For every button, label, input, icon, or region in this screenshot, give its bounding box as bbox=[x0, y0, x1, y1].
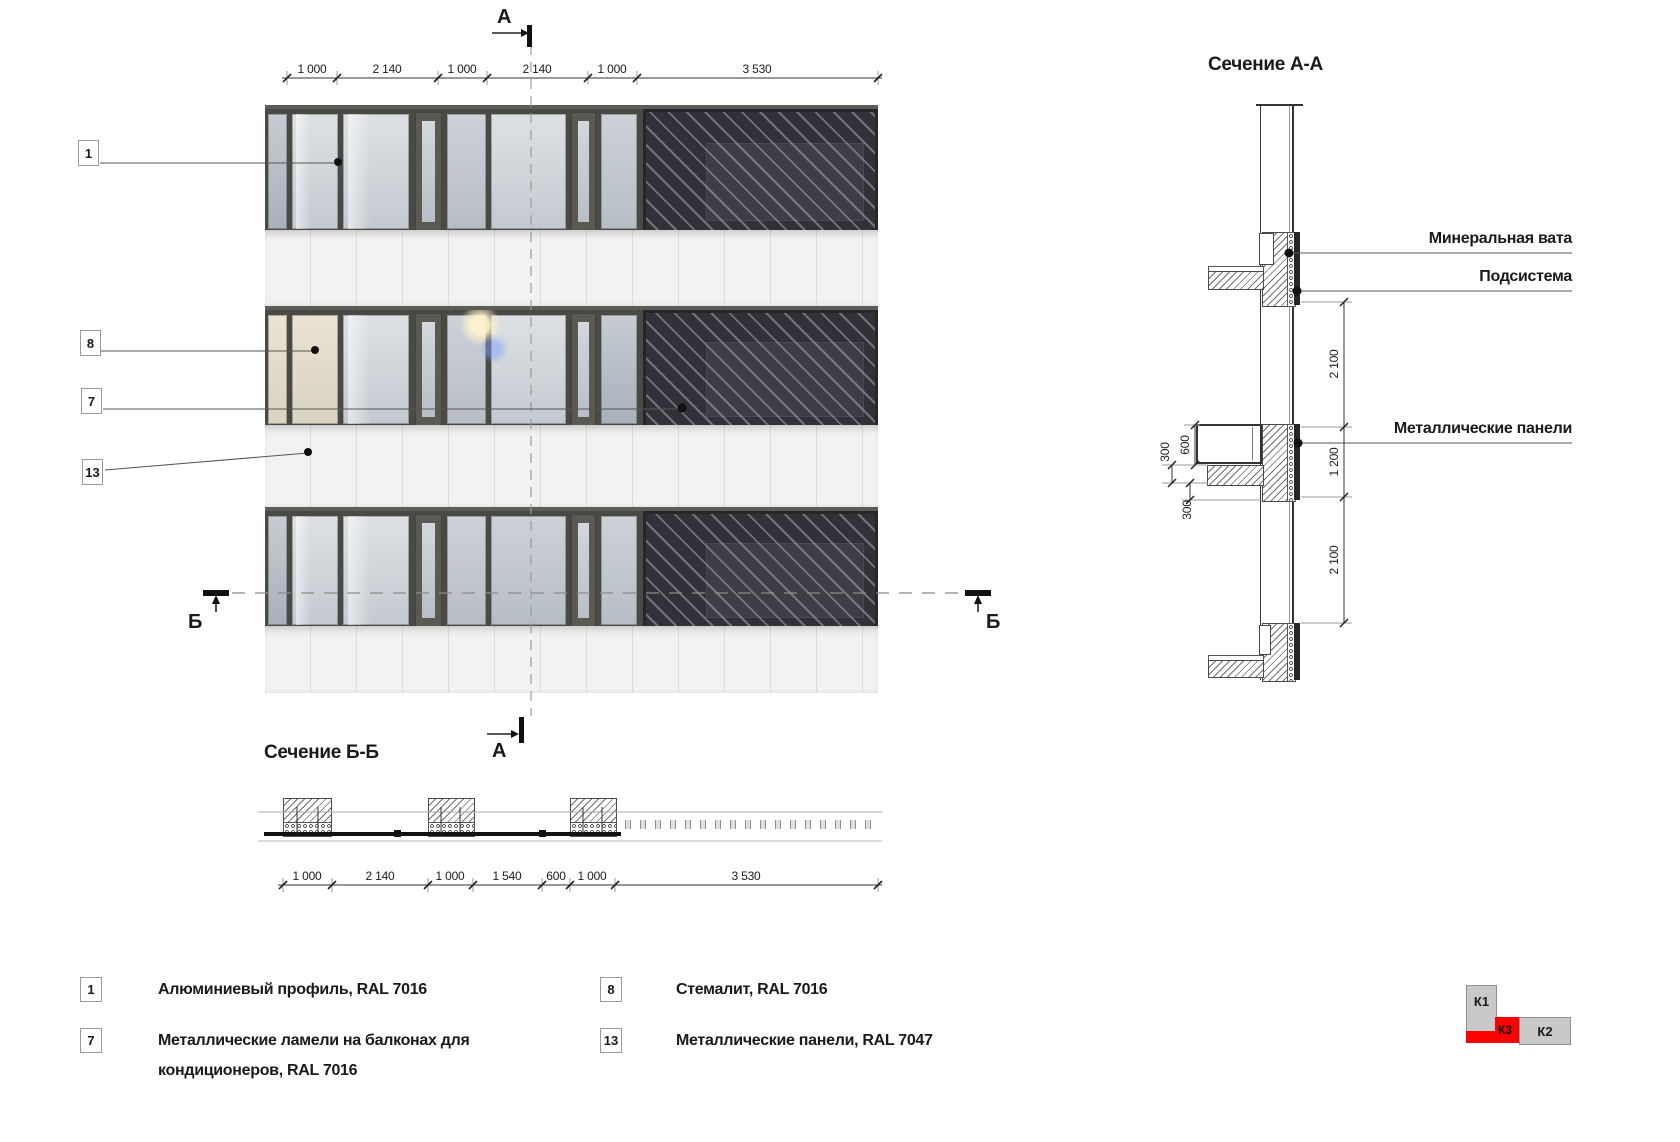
dim-label: 1 540 bbox=[492, 869, 522, 883]
callout-8: 8 bbox=[80, 330, 101, 356]
callout-13: 13 bbox=[82, 459, 103, 485]
aa-label-metal-panels: Металлические панели bbox=[1393, 420, 1572, 437]
section-aa-title: Сечение А-А bbox=[1208, 54, 1323, 75]
dim-label: 2 140 bbox=[372, 62, 402, 76]
section-marker-a-bottom: А bbox=[492, 740, 507, 762]
callout-1: 1 bbox=[78, 140, 99, 166]
section-marker-b-left: Б bbox=[188, 611, 203, 633]
dim-label: 600 bbox=[546, 869, 566, 883]
dim-label: 1 000 bbox=[297, 62, 327, 76]
legend-label-13: Металлические панели, RAL 7047 bbox=[676, 1032, 933, 1049]
dim-label: 300 bbox=[1158, 442, 1172, 462]
legend-label-7: Металлические ламели на балконах для кондиционеров, RAL 7016 bbox=[158, 1032, 470, 1079]
legend-num-13: 13 bbox=[600, 1028, 622, 1053]
dim-label: 1 200 bbox=[1327, 447, 1341, 477]
aa-label-mineral-wool: Минеральная вата bbox=[1428, 230, 1572, 247]
section-marker-a-top: А bbox=[497, 6, 512, 28]
legend-num-1: 1 bbox=[80, 977, 102, 1002]
section-bb-title: Сечение Б-Б bbox=[264, 742, 379, 763]
legend-num-8: 8 bbox=[600, 977, 622, 1002]
key-plan-k2-label: К2 bbox=[1537, 1023, 1553, 1039]
dim-label: 2 140 bbox=[522, 62, 552, 76]
dim-label: 3 530 bbox=[731, 869, 761, 883]
legend-num-7: 7 bbox=[80, 1028, 102, 1053]
legend-label-8: Стемалит, RAL 7016 bbox=[676, 981, 828, 998]
dim-label: 2 100 bbox=[1327, 545, 1341, 575]
dim-label: 1 000 bbox=[597, 62, 627, 76]
key-plan-k3-label: К3 bbox=[1498, 1023, 1512, 1037]
legend-label-1: Алюминиевый профиль, RAL 7016 bbox=[158, 981, 427, 998]
dim-label: 2 100 bbox=[1327, 349, 1341, 379]
dim-label: 1 000 bbox=[577, 869, 607, 883]
dim-label: 300 bbox=[1180, 500, 1194, 520]
key-plan-k1-label: К1 bbox=[1473, 994, 1490, 1009]
section-marker-b-right: Б bbox=[986, 611, 1001, 633]
dim-label: 1 000 bbox=[435, 869, 465, 883]
dim-label: 3 530 bbox=[742, 62, 772, 76]
dim-label: 1 000 bbox=[447, 62, 477, 76]
dim-label: 2 140 bbox=[365, 869, 395, 883]
dim-label: 1 000 bbox=[292, 869, 322, 883]
callout-7: 7 bbox=[81, 388, 102, 414]
aa-label-subsystem: Подсистема bbox=[1479, 268, 1572, 285]
dim-label: 600 bbox=[1178, 435, 1192, 455]
